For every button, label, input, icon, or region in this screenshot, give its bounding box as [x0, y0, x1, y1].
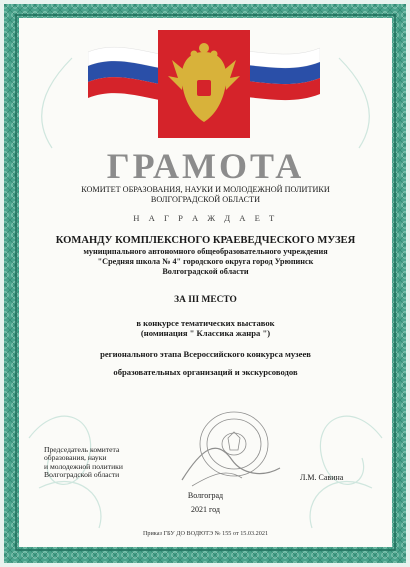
signatory-name: Л.М. Савина [300, 473, 344, 482]
committee-line-2: ВОЛГОГРАДСКОЙ ОБЛАСТИ [150, 195, 261, 204]
issue-city: Волгоград [187, 491, 224, 500]
order-reference: Приказ ГБУ ДО ВОДЮТЭ № 155 от 15.03.2021 [142, 530, 269, 537]
signatory-title [44, 446, 123, 480]
institution-line-1: муниципального автономного общеобразовательного учреждения [83, 247, 328, 256]
signatory-line: Председатель комитета [44, 445, 120, 454]
stage-line: регионального этапа Всероссийского конкурса музеев [100, 349, 311, 359]
signatory-line: и молодежной политики [44, 461, 123, 471]
diploma-title: ГРАМОТА [106, 146, 305, 186]
signatory-line: Волгоградской области [44, 470, 120, 480]
issue-year: 2021 год [191, 505, 220, 514]
institution-line-3: Волгоградской области [162, 267, 249, 276]
contest-line-2: (номинация " Классика жанра ") [140, 328, 271, 338]
recipient-team: КОМАНДУ КОМПЛЕКСНОГО КРАЕВЕДЧЕСКОГО МУЗЕЯ [55, 235, 356, 246]
official-seal-icon [172, 408, 284, 494]
organizations-line: образовательных организаций и экскурсоводов [113, 367, 298, 377]
committee-line-1: КОМИТЕТ ОБРАЗОВАНИЯ, НАУКИ И МОЛОДЕЖНОЙ ПОЛИТИКИ [81, 185, 330, 194]
award-place: ЗА III МЕСТО [174, 295, 237, 305]
institution-line-2: "Средняя школа № 4" городского округа город Урюпинск [97, 257, 314, 266]
russian-flag-icon [88, 30, 320, 138]
signatory-line: образования, науки [44, 453, 107, 463]
contest-line-1: в конкурсе тематических выставок [136, 318, 275, 328]
awards-heading: Н А Г Р А Ж Д А Е Т [133, 213, 278, 223]
